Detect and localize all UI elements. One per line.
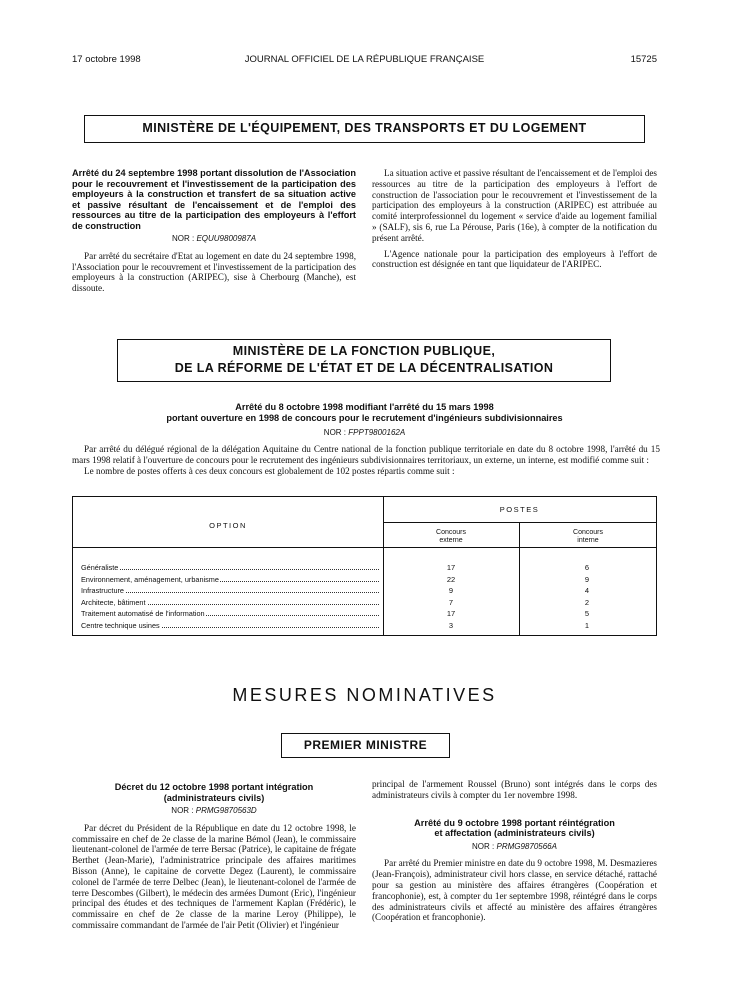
interne-value: 5 bbox=[584, 609, 590, 618]
arrete-title-line: Arrêté du 8 octobre 1998 modifiant l'arrêté du 15 mars 1998 bbox=[235, 402, 494, 412]
option-label: Centre technique usines bbox=[81, 620, 160, 630]
arrete-title bbox=[372, 818, 657, 839]
nor-label: NOR : bbox=[171, 234, 195, 243]
leader-dots bbox=[81, 592, 379, 593]
interne-value: 2 bbox=[584, 597, 590, 607]
externe-column-header bbox=[383, 529, 519, 545]
decret-body-continued: principal de l'armement Roussel (Bruno) sont intégrés dans le corps des administrateurs civils à compter du 1er novembre 1998. bbox=[372, 779, 657, 800]
postes-table bbox=[72, 496, 657, 636]
ministry-line: DE LA RÉFORME DE L'ÉTAT ET DE LA DÉCENTRALISATION bbox=[174, 361, 554, 375]
arrete-title-line: et affectation (administrateurs civils) bbox=[434, 828, 595, 839]
decret-integration-continued bbox=[372, 779, 657, 923]
nor-code: EQUU9800987A bbox=[196, 234, 257, 243]
publication-date: 17 octobre 1998 bbox=[72, 54, 141, 65]
header-line: Concours bbox=[573, 529, 603, 536]
decret-body: Par décret du Président de la République en date du 12 octobre 1998, le commissaire en chef de 2e classe de la marine Bémol (Jean), le commissaire lieutenant-colonel de l'armée de terre Bersac (Patrice), le capitaine de frégate Berthet (Jean-Marie), l'administratrice principale des affaires maritimes Bisson (Anne), le capitaine de corvette Degez (Laurent), le commissaire colonel de l'armée de terre Delbec (Jean), le lieutenant-colonel de l'armée de terre Descombes (Gilbert), le médecin des armées Dumont (Eric), l'ingénieur principal des études et des techniques de l'armement Kaplan (Frédéric), le commissaire en chef de 2e classe de la marine Leroy (Philippe), le commissaire commandant de l'armée de l'air Petit (Olivier) et l'ingénieur bbox=[72, 822, 356, 930]
externe-value: 17 bbox=[446, 609, 456, 618]
option-label: Architecte, bâtiment bbox=[81, 597, 146, 607]
option-label: Généraliste bbox=[81, 563, 119, 572]
leader-dots bbox=[81, 569, 379, 570]
interne-value: 9 bbox=[584, 574, 590, 584]
decret-integration-column bbox=[72, 782, 356, 931]
arrete-title bbox=[72, 402, 657, 423]
arrete-dissolution-continued bbox=[372, 168, 657, 275]
table-row-option bbox=[81, 575, 379, 584]
page-header bbox=[72, 54, 657, 68]
ministry-heading-equipement: MINISTÈRE DE L'ÉQUIPEMENT, DES TRANSPORTS ET DU LOGEMENT bbox=[84, 115, 645, 143]
arrete-dissolution-column bbox=[72, 168, 356, 294]
arrete-paragraph: L'Agence nationale pour la participation des employeurs à l'effort de construction est désignée en tant que liquidateur de l'ARIPEC. bbox=[372, 248, 657, 270]
header-line: Concours bbox=[436, 529, 466, 536]
header-line: externe bbox=[439, 537, 463, 544]
postes-column-header: POSTES bbox=[499, 505, 540, 514]
nor-reference bbox=[72, 234, 356, 245]
table-row-option bbox=[81, 586, 379, 595]
interne-value: 1 bbox=[584, 620, 590, 630]
nor-label: NOR : bbox=[171, 806, 194, 815]
nor-code: PRMG9870563D bbox=[195, 806, 257, 815]
interne-value: 4 bbox=[584, 586, 590, 595]
nor-label: NOR : bbox=[323, 428, 347, 437]
externe-value: 3 bbox=[448, 620, 454, 630]
ministry-heading-premier-ministre: PREMIER MINISTRE bbox=[281, 733, 450, 758]
arrete-paragraph: La situation active et passive résultant de l'encaissement et de l'emploi des ressources au titre de la participation des employeurs à l'effort de construction de l'association pour le recouvrement et l'investissement de la participation des employeurs à la construction (ARIPEC) est attribuée au comité interprofessionnel du logement « service d'aide au logement familial » (SALF), sis 6, rue La Pérouse, Paris (16e), à compter de la notification du présent arrêté. bbox=[372, 168, 657, 243]
journal-title: JOURNAL OFFICIEL DE LA RÉPUBLIQUE FRANÇAISE bbox=[244, 54, 485, 65]
nor-code: FPPT9800162A bbox=[348, 428, 406, 437]
externe-value: 9 bbox=[448, 586, 454, 595]
ministry-heading-fonction-publique bbox=[117, 339, 611, 382]
arrete-title: Arrêté du 24 septembre 1998 portant dissolution de l'Association pour le recouvrement et l'investissement de la participation des employeurs à la construction et transfert de sa situation active et passive résultant de l'encaissement et de l'emploi des ressources au titre de la participation des employeurs à l'effort de construction bbox=[72, 168, 357, 231]
nor-code: PRMG9870566A bbox=[496, 841, 557, 851]
table-row-option bbox=[81, 621, 379, 630]
table-row-option bbox=[81, 563, 379, 572]
externe-value: 7 bbox=[448, 597, 454, 607]
option-column-header: OPTION bbox=[209, 521, 247, 530]
interne-column-header bbox=[519, 529, 657, 545]
table-row-option bbox=[81, 609, 379, 618]
option-label: Environnement, aménagement, urbanisme bbox=[81, 574, 219, 584]
page-number: 15725 bbox=[630, 54, 657, 65]
table-divider bbox=[383, 522, 656, 523]
arrete-paragraph: Le nombre de postes offerts à ces deux concours est globalement de 102 postes répartis comme suit : bbox=[84, 465, 455, 476]
ministry-line: MINISTÈRE DE LA FONCTION PUBLIQUE, bbox=[232, 344, 496, 358]
arrete-body bbox=[72, 444, 660, 476]
arrete-title-line: portant ouverture en 1998 de concours pour le recrutement d'ingénieurs subdivisionnaires bbox=[166, 412, 563, 423]
table-divider bbox=[73, 547, 656, 548]
section-title: MESURES NOMINATIVES bbox=[232, 685, 497, 705]
option-label: Traitement automatisé de l'information bbox=[81, 609, 205, 618]
externe-value: 17 bbox=[446, 563, 456, 572]
nor-label: NOR : bbox=[472, 841, 495, 851]
interne-value: 6 bbox=[584, 563, 590, 572]
header-line: interne bbox=[577, 537, 599, 544]
arrete-body: Par arrêté du secrétaire d'Etat au logement en date du 24 septembre 1998, l'Association pour le recouvrement et l'investissement de la participation des employeurs à la construction (ARIPEC), sise à Cherbourg (Manche), est dissoute. bbox=[72, 250, 356, 294]
table-row-option bbox=[81, 598, 379, 607]
nor-reference bbox=[72, 428, 657, 437]
nor-reference bbox=[72, 806, 356, 817]
table-divider bbox=[383, 497, 384, 635]
option-label: Infrastructure bbox=[81, 586, 124, 595]
arrete-paragraph: Par arrêté du délégué régional de la délégation Aquitaine du Centre national de la fonction publique territoriale en date du 8 octobre 1998, l'arrêté du 15 mars 1998 relatif à l'ouverture de concours pour le recrutement des ingénieurs subdivisionnaires territoriaux, un externe, un interne, est modifié comme suit : bbox=[72, 444, 660, 465]
nor-reference bbox=[372, 842, 657, 853]
externe-value: 22 bbox=[446, 574, 456, 584]
arrete-body: Par arrêté du Premier ministre en date du 9 octobre 1998, M. Desmazieres (Jean-François), administrateur civil hors classe, en service détaché, rattaché pour sa gestion au ministère des affaires étrangères (Coopération et francophonie), est, à compter du 1er septembre 1998, réintégré dans le corps des administrateurs civils et affecté au ministère des affaires étrangères (Coopération et francophonie). bbox=[372, 858, 657, 923]
decret-title-line: (administrateurs civils) bbox=[163, 792, 265, 803]
decret-title-line: Décret du 12 octobre 1998 portant intégration bbox=[114, 782, 314, 792]
decret-title bbox=[72, 782, 356, 803]
arrete-title-line: Arrêté du 9 octobre 1998 portant réintégration bbox=[414, 817, 615, 828]
